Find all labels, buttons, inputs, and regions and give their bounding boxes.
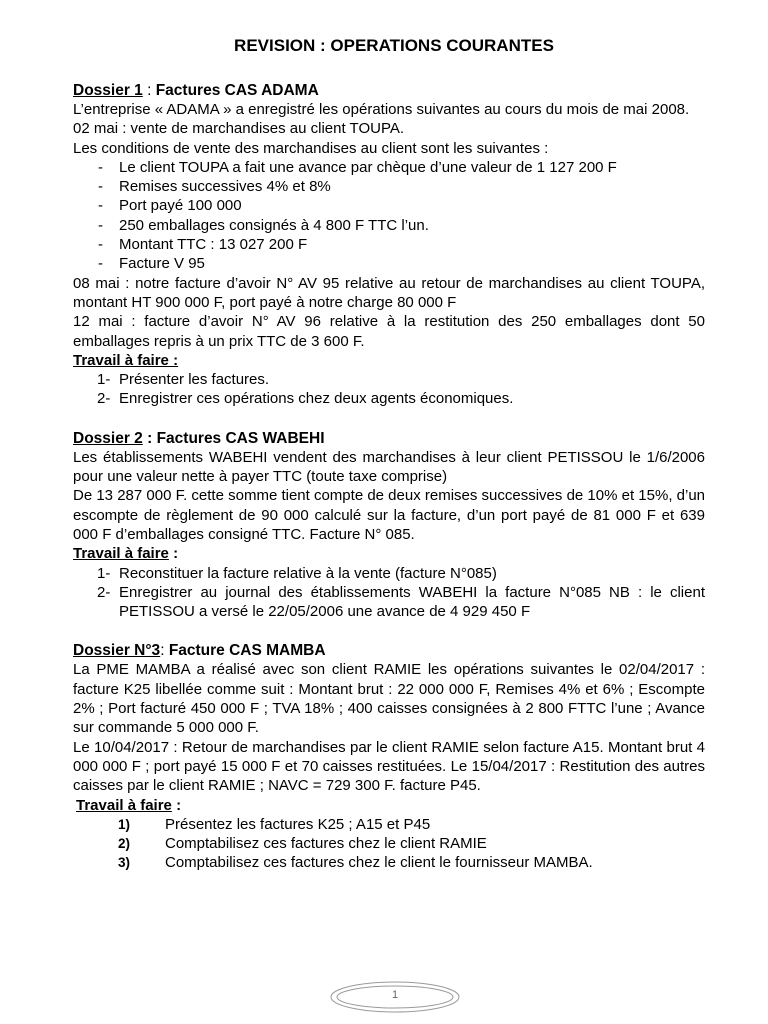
travail-colon: :: [171, 796, 182, 814]
list-item: - Montant TTC : 13 027 200 F: [98, 236, 308, 254]
dossier-1-conditions-list: [73, 158, 705, 274]
document-page: [73, 36, 705, 893]
task-text: Reconstituer la facture relative à la vente (facture N°085): [119, 564, 497, 582]
page-number-footer: [329, 980, 461, 1014]
dossier-1-line-2: Les conditions de vente des marchandises au client sont les suivantes :: [73, 139, 549, 157]
travail-label: Travail à faire :: [73, 351, 179, 369]
dossier-3-title: Facture CAS MAMBA: [168, 642, 326, 660]
list-item: - Le client TOUPA a fait une avance par chèque d’une valeur de 1 127 200 F: [98, 158, 617, 176]
list-item: 3) Comptabilisez ces factures chez le client le fournisseur MAMBA.: [118, 854, 593, 872]
list-item: - Port payé 100 000: [98, 197, 242, 215]
list-item: - Remises successives 4% et 8%: [98, 178, 331, 196]
list-item: 2) Comptabilisez ces factures chez le client RAMIE: [118, 835, 487, 853]
page-number: 1: [391, 989, 399, 1001]
list-item: - 250 emballages consignés à 4 800 F TTC l’un.: [98, 216, 429, 234]
travail-label: Travail à faire: [73, 545, 169, 563]
dossier-1-line-1: 02 mai : vente de marchandises au client TOUPA.: [73, 120, 405, 138]
dossier-3-heading: [73, 641, 705, 660]
dossier-2-heading: [73, 429, 705, 448]
list-item: 2- Enregistrer au journal des établissements WABEHI la facture N°085 NB : le client PETISSOU a versé le 22/05/2006 une avance de 4 929 450 F: [97, 583, 705, 621]
dossier-2-paragraph-2: De 13 287 000 F. cette somme tient compte de deux remises successives de 10% et 15%, d’un escompte de règlement de 90 000 calculé sur la facture, d’un port payé de 81 000 F et 639 000 F d’emballages consigné TTC. Facture N° 085.: [73, 487, 706, 543]
list-item: 1- Reconstituer la facture relative à la vente (facture N°085): [97, 564, 497, 582]
travail-colon: :: [168, 545, 179, 563]
dossier-3-label: Dossier N°3: [73, 642, 161, 660]
dossier-1-paragraph-3: 12 mai : facture d’avoir N° AV 96 relative à la restitution des 250 emballages dont 50 emballages repris à un prix TTC de 3 600 F.: [73, 313, 705, 350]
dossier-3-paragraph-2: Le 10/04/2017 : Retour de marchandises par le client RAMIE selon facture A15. Montant brut 4 000 000 F ; port payé 15 000 F et 70 caisses restituées. Le 15/04/2017 : Restitution des autres caisses par le client RAMIE ; NAVC = 729 300 F. facture P45.: [73, 738, 705, 795]
list-item: 1- Présenter les factures.: [97, 371, 270, 389]
list-item: - Facture V 95: [98, 255, 205, 273]
travail-label: Travail à faire: [76, 796, 172, 814]
dossier-3-tasks-list: [73, 815, 705, 873]
list-item: 1) Présentez les factures K25 ; A15 et P45: [118, 815, 431, 833]
condition-text: Montant TTC : 13 027 200 F: [119, 236, 308, 254]
dossier-1-heading: [73, 81, 705, 100]
dossier-3-travail-heading: [73, 796, 705, 815]
dossier-1-separator: :: [142, 82, 156, 99]
dossier-1-intro: L’entreprise « ADAMA » a enregistré les opérations suivantes au cours du mois de mai 2008.: [73, 101, 690, 118]
dossier-3-separator: :: [160, 642, 169, 660]
dossier-2-label: Dossier 2: [73, 429, 143, 447]
dossier-2-section: [73, 429, 705, 622]
condition-text: Port payé 100 000: [119, 197, 242, 215]
dossier-1-section: [73, 81, 705, 409]
dossier-1-label: Dossier 1: [73, 82, 143, 99]
condition-text: Remises successives 4% et 8%: [119, 178, 331, 196]
dossier-1-tasks-list: [73, 370, 705, 409]
dossier-2-tasks-list: [73, 564, 705, 622]
condition-text: 250 emballages consignés à 4 800 F TTC l’un.: [119, 216, 429, 234]
dossier-3-section: [73, 641, 705, 872]
dossier-2-paragraph-1: Les établissements WABEHI vendent des marchandises à leur client PETISSOU le 1/6/2006 pour une valeur nette à payer TTC (toute taxe comprise): [73, 448, 705, 486]
page-title: REVISION : OPERATIONS COURANTES: [234, 36, 554, 55]
task-text: Enregistrer ces opérations chez deux agents économiques.: [119, 390, 514, 408]
dossier-2-title: : Factures CAS WABEHI: [142, 429, 325, 447]
dossier-2-travail-heading: [73, 544, 705, 563]
condition-text: Facture V 95: [119, 255, 205, 273]
task-text: Présentez les factures K25 ; A15 et P45: [165, 815, 431, 833]
dossier-3-paragraph-1: La PME MAMBA a réalisé avec son client RAMIE les opérations suivantes le 02/04/2017 : facture K25 libellée comme suit : Montant brut : 22 000 000 F, Remises 4% et 6% ; Escompte 2% ; Port facturé 450 000 F ; TVA 18% ; 400 caisses consignées à 2 800 FTTC l’une ; Avance sur commande 5 000 000 F.: [73, 661, 705, 737]
task-text: Présenter les factures.: [119, 371, 270, 389]
dossier-1-title: Factures CAS ADAMA: [155, 82, 319, 99]
task-text: Comptabilisez ces factures chez le client le fournisseur MAMBA.: [165, 854, 593, 872]
condition-text: Le client TOUPA a fait une avance par chèque d’une valeur de 1 127 200 F: [119, 158, 617, 176]
task-text: Enregistrer au journal des établissements WABEHI la facture N°085 NB : le client PETISSOU a versé le 22/05/2006 une avance de 4 929 450 F: [119, 583, 705, 621]
dossier-1-paragraph-2: 08 mai : notre facture d’avoir N° AV 95 relative au retour de marchandises au client TOUPA, montant HT 900 000 F, port payé à notre charge 80 000 F: [73, 274, 705, 311]
dossier-1-travail-heading: [73, 351, 705, 370]
task-text: Comptabilisez ces factures chez le client RAMIE: [165, 835, 487, 853]
list-item: 2- Enregistrer ces opérations chez deux agents économiques.: [97, 390, 514, 408]
